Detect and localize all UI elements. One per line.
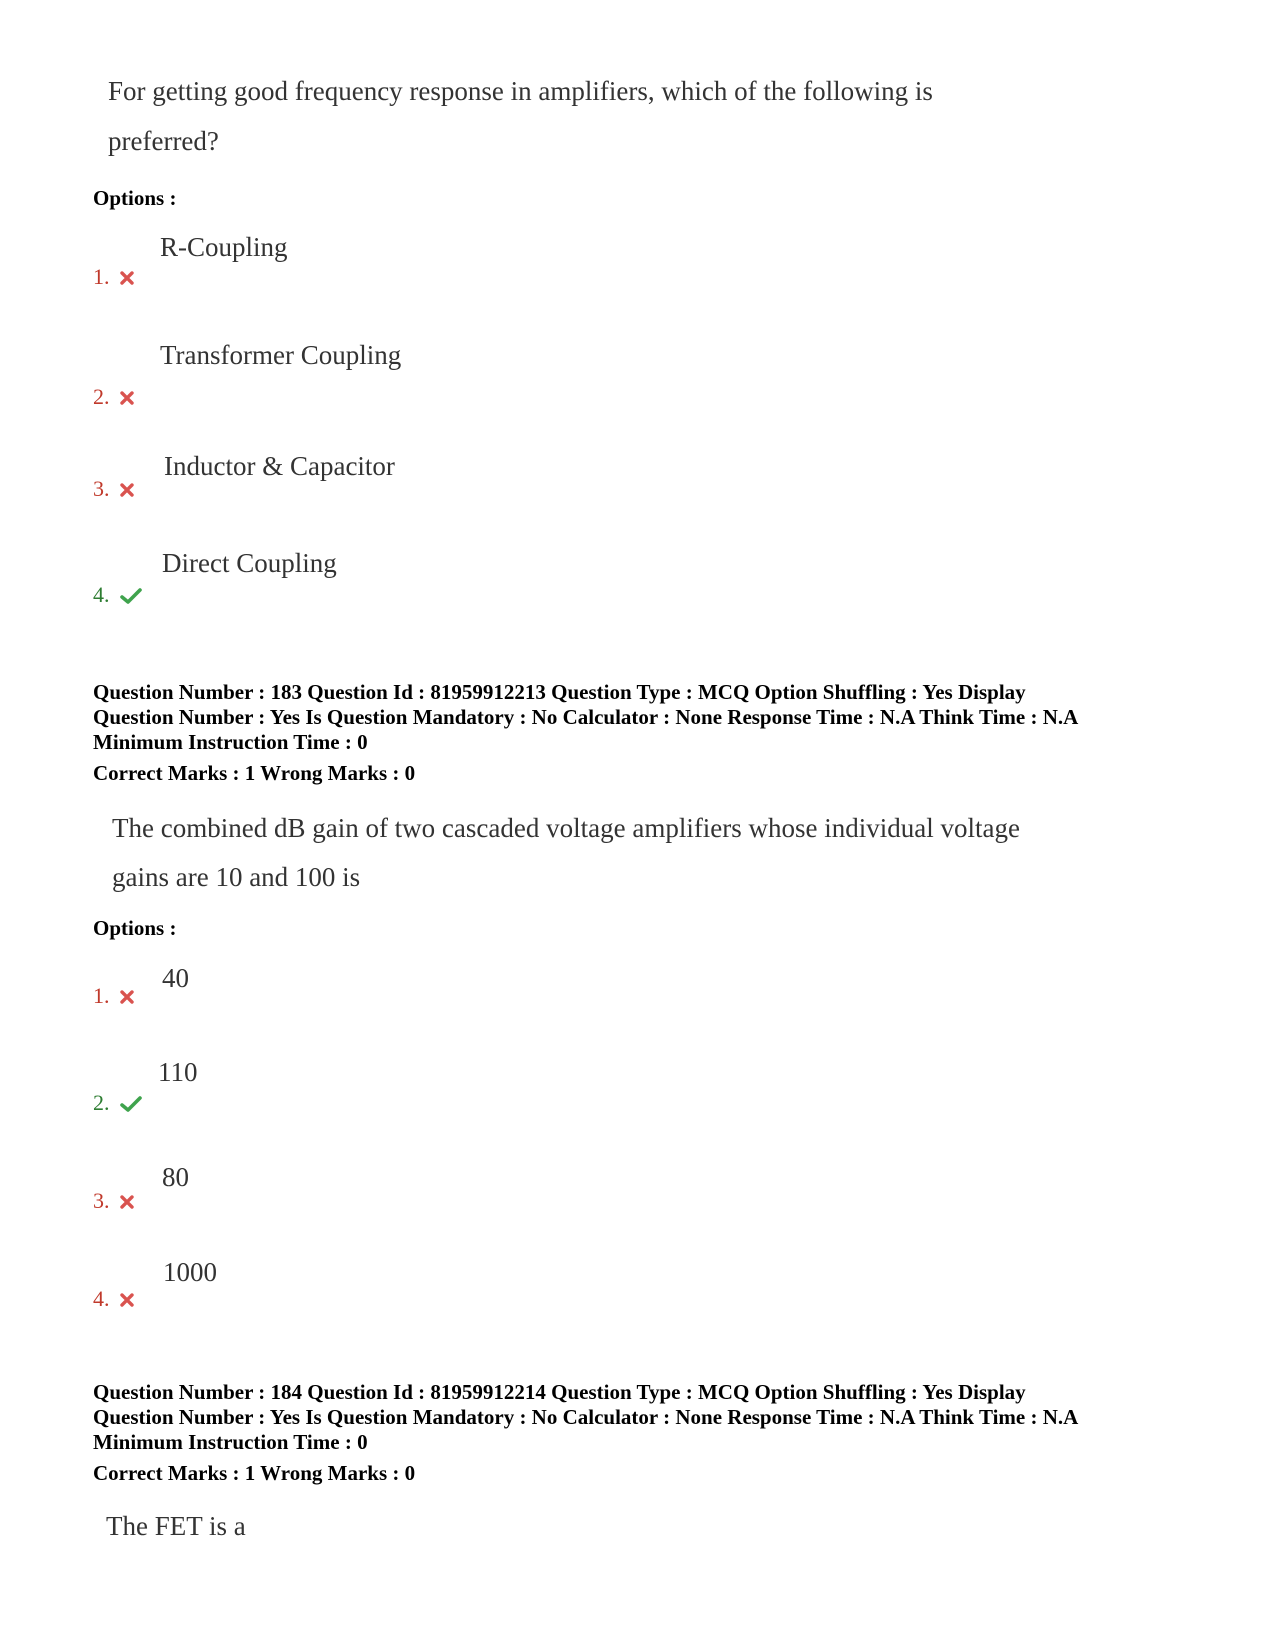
options-label: Options :: [93, 186, 177, 210]
option-text: 1000: [163, 1257, 217, 1287]
question-183-text-line1: The combined dB gain of two cascaded voltage amplifiers whose individual voltage: [112, 813, 1020, 843]
question-184-meta-line3: Minimum Instruction Time : 0: [93, 1430, 368, 1454]
question-183-meta-line1: Question Number : 183 Question Id : 81959912213 Question Type : MCQ Option Shuffling : Yes Display: [93, 680, 1026, 704]
option-marker: [93, 1090, 142, 1118]
option-marker: [93, 476, 134, 502]
option-text: Inductor & Capacitor: [164, 451, 395, 481]
question-184-text-line1: The FET is a: [106, 1511, 246, 1541]
option-number: 2.: [93, 384, 110, 409]
option-number: 4.: [93, 582, 110, 607]
cross-mark-icon: [120, 271, 134, 290]
option-number: 3.: [93, 476, 110, 501]
check-mark-icon: [120, 587, 142, 610]
question-182-text-line2: preferred?: [108, 126, 219, 156]
option-number: 4.: [93, 1286, 110, 1311]
question-183-text-line2: gains are 10 and 100 is: [112, 862, 361, 892]
question-183-meta-line3: Minimum Instruction Time : 0: [93, 730, 368, 754]
question-183-marks: Correct Marks : 1 Wrong Marks : 0: [93, 761, 416, 785]
option-marker: [93, 264, 134, 290]
cross-mark-icon: [120, 990, 134, 1009]
option-text: R-Coupling: [160, 232, 288, 262]
question-183-meta-line2: Question Number : Yes Is Question Mandatory : No Calculator : None Response Time : N.A Think Time : N.A: [93, 705, 1079, 729]
option-marker: [93, 1188, 134, 1214]
option-text: 110: [158, 1057, 198, 1087]
check-mark-icon: [120, 1095, 142, 1118]
question-184-meta-line1: Question Number : 184 Question Id : 81959912214 Question Type : MCQ Option Shuffling : Yes Display: [93, 1380, 1026, 1404]
question-184-marks: Correct Marks : 1 Wrong Marks : 0: [93, 1461, 416, 1485]
options-label: Options :: [93, 916, 177, 940]
question-182-text-line1: For getting good frequency response in amplifiers, which of the following is: [108, 76, 933, 106]
option-text: Transformer Coupling: [160, 340, 402, 370]
option-marker: [93, 1286, 134, 1312]
option-number: 3.: [93, 1188, 110, 1213]
question-184-meta-line2: Question Number : Yes Is Question Mandatory : No Calculator : None Response Time : N.A Think Time : N.A: [93, 1405, 1079, 1429]
cross-mark-icon: [120, 1293, 134, 1312]
option-number: 1.: [93, 264, 110, 289]
option-text: 80: [162, 1162, 189, 1192]
option-text: 40: [162, 963, 189, 993]
cross-mark-icon: [120, 483, 134, 502]
cross-mark-icon: [120, 391, 134, 410]
option-marker: [93, 582, 142, 610]
option-text: Direct Coupling: [162, 548, 337, 578]
option-marker: [93, 983, 134, 1009]
option-number: 2.: [93, 1090, 110, 1115]
option-marker: [93, 384, 134, 410]
option-number: 1.: [93, 983, 110, 1008]
cross-mark-icon: [120, 1195, 134, 1214]
